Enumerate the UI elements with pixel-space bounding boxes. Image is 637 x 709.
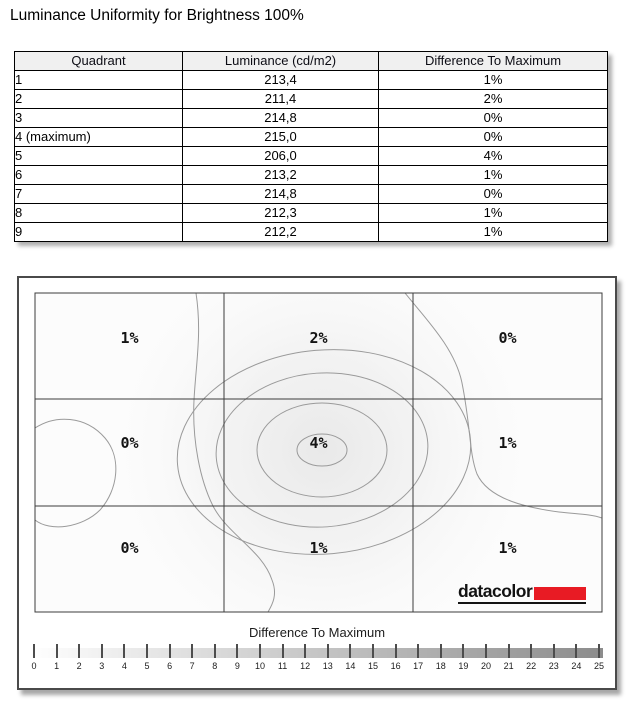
- colorbar-tick: [101, 644, 103, 658]
- quadrant-cell: 3: [15, 109, 183, 128]
- colorbar-tick-label: 22: [526, 661, 537, 671]
- colorbar-tick: [236, 644, 238, 658]
- colorbar-tick-label: 15: [367, 661, 378, 671]
- colorbar-tick: [33, 644, 35, 658]
- table-row: [15, 185, 608, 204]
- cell-label: 1%: [120, 329, 139, 347]
- colorbar-tick-label: 13: [322, 661, 333, 671]
- colorbar-tick-label: 12: [300, 661, 311, 671]
- colorbar-tick-label: 23: [548, 661, 559, 671]
- colorbar-tick: [123, 644, 125, 658]
- colorbar-tick-label: 4: [121, 661, 127, 671]
- difference-cell: 1%: [379, 204, 608, 223]
- colorbar-tick: [530, 644, 532, 658]
- colorbar-tick: [349, 644, 351, 658]
- quadrant-cell: 5: [15, 147, 183, 166]
- col-header-luminance: Luminance (cd/m2): [183, 52, 379, 71]
- quadrant-cell: 1: [15, 71, 183, 90]
- luminance-cell: 213,2: [183, 166, 379, 185]
- colorbar-tick: [169, 644, 171, 658]
- colorbar-tick: [553, 644, 555, 658]
- colorbar-tick: [575, 644, 577, 658]
- colorbar-tick: [78, 644, 80, 658]
- quadrant-cell: 8: [15, 204, 183, 223]
- col-header-quadrant: Quadrant: [15, 52, 183, 71]
- difference-cell: 4%: [379, 147, 608, 166]
- table-row: [15, 204, 608, 223]
- cell-label: 0%: [120, 539, 139, 557]
- colorbar-tick-label: 8: [212, 661, 218, 671]
- colorbar-tick-label: 19: [458, 661, 469, 671]
- colorbar-tick: [598, 644, 600, 658]
- colorbar-tick-label: 0: [31, 661, 37, 671]
- col-header-difference: Difference To Maximum: [379, 52, 608, 71]
- luminance-table: [14, 51, 608, 242]
- cell-label: 1%: [498, 539, 517, 557]
- cell-label: 1%: [498, 434, 517, 452]
- colorbar-tick-label: 6: [167, 661, 173, 671]
- table-row: [15, 71, 608, 90]
- colorbar-tick-label: 20: [480, 661, 491, 671]
- colorbar-tick-label: 11: [277, 661, 288, 671]
- colorbar-tick-label: 14: [345, 661, 356, 671]
- colorbar-tick: [56, 644, 58, 658]
- table-row: [15, 166, 608, 185]
- table-row: [15, 90, 608, 109]
- datacolor-logo: [458, 580, 586, 604]
- datacolor-logo-text: datacolor: [458, 581, 533, 601]
- quadrant-cell: 6: [15, 166, 183, 185]
- colorbar-tick: [327, 644, 329, 658]
- difference-cell: 0%: [379, 128, 608, 147]
- colorbar-tick: [191, 644, 193, 658]
- table-row: [15, 223, 608, 242]
- table-row: [15, 147, 608, 166]
- cell-label: 0%: [120, 434, 139, 452]
- luminance-cell: 206,0: [183, 147, 379, 166]
- table-row: [15, 109, 608, 128]
- datacolor-red-bar: [534, 587, 586, 600]
- colorbar-tick-label: 3: [99, 661, 105, 671]
- colorbar-tick: [259, 644, 261, 658]
- colorbar-tick-label: 9: [234, 661, 240, 671]
- luminance-cell: 211,4: [183, 90, 379, 109]
- colorbar-tick-label: 16: [390, 661, 401, 671]
- colorbar-tick-label: 24: [571, 661, 582, 671]
- colorbar-tick-label: 18: [435, 661, 446, 671]
- difference-cell: 2%: [379, 90, 608, 109]
- colorbar-tick-label: 17: [413, 661, 424, 671]
- luminance-cell: 213,4: [183, 71, 379, 90]
- colorbar-tick: [304, 644, 306, 658]
- colorbar-tick: [417, 644, 419, 658]
- colorbar-tick-label: 1: [54, 661, 60, 671]
- difference-cell: 0%: [379, 185, 608, 204]
- colorbar-tick-label: 5: [144, 661, 150, 671]
- quadrant-cell: 9: [15, 223, 183, 242]
- luminance-cell: 214,8: [183, 185, 379, 204]
- colorbar-title: Difference To Maximum: [248, 625, 386, 640]
- luminance-cell: 212,3: [183, 204, 379, 223]
- difference-cell: 1%: [379, 166, 608, 185]
- colorbar-tick: [485, 644, 487, 658]
- page-title: Luminance Uniformity for Brightness 100%: [10, 7, 304, 24]
- colorbar-tick-label: 10: [254, 661, 265, 671]
- colorbar-tick: [440, 644, 442, 658]
- colorbar-tick: [508, 644, 510, 658]
- colorbar-tick-label: 7: [189, 661, 195, 671]
- cell-label: 1%: [309, 539, 328, 557]
- colorbar-tick-label: 25: [593, 661, 604, 671]
- uniformity-contour-plot: [17, 276, 617, 690]
- quadrant-cell: 2: [15, 90, 183, 109]
- difference-cell: 1%: [379, 223, 608, 242]
- luminance-cell: 212,2: [183, 223, 379, 242]
- colorbar-tick-label: 2: [76, 661, 82, 671]
- colorbar-tick: [372, 644, 374, 658]
- colorbar-tick: [146, 644, 148, 658]
- luminance-cell: 215,0: [183, 128, 379, 147]
- colorbar-gradient: [30, 648, 603, 658]
- luminance-cell: 214,8: [183, 109, 379, 128]
- cell-label: 2%: [309, 329, 328, 347]
- difference-cell: 1%: [379, 71, 608, 90]
- cell-label: 0%: [498, 329, 517, 347]
- colorbar-tick-label: 21: [503, 661, 514, 671]
- quadrant-cell: 4 (maximum): [15, 128, 183, 147]
- table-header-row: [15, 52, 608, 71]
- difference-cell: 0%: [379, 109, 608, 128]
- quadrant-cell: 7: [15, 185, 183, 204]
- colorbar-tick: [395, 644, 397, 658]
- cell-label: 4%: [309, 434, 328, 452]
- table-row: [15, 128, 608, 147]
- colorbar-tick: [462, 644, 464, 658]
- colorbar-tick: [214, 644, 216, 658]
- colorbar-tick: [282, 644, 284, 658]
